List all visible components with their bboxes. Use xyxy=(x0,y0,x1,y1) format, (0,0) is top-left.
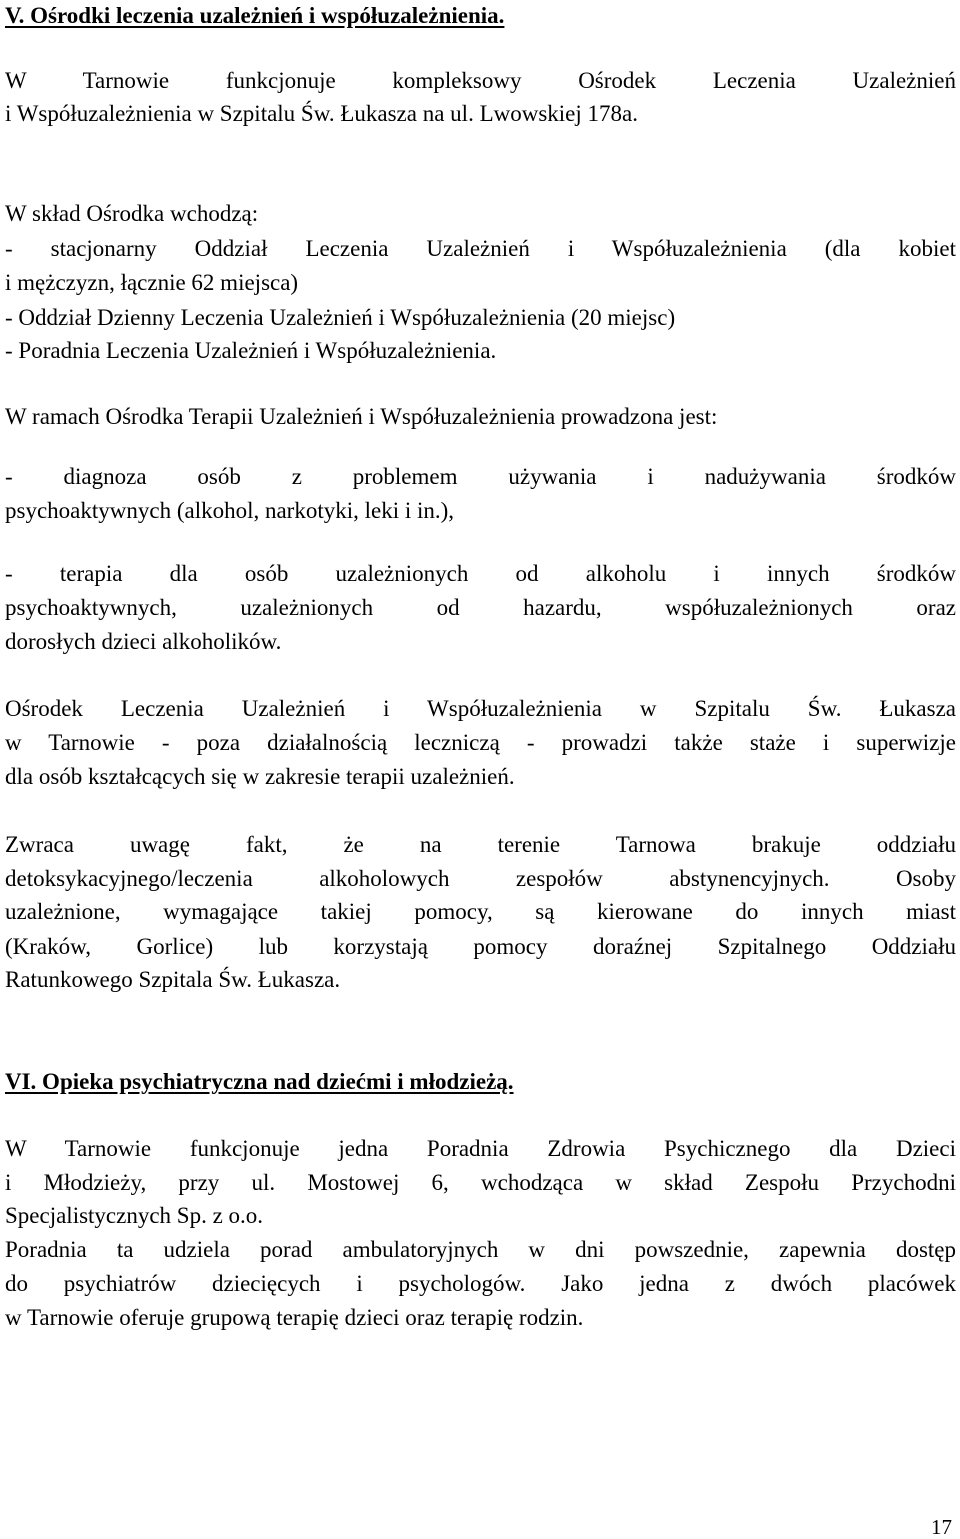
therapy-line-3: dorosłych dzieci alkoholików. xyxy=(5,629,282,654)
training-line-3: dla osób kształcących się w zakresie terapii uzależnień. xyxy=(5,764,515,789)
components-item-2: - Oddział Dzienny Leczenia Uzależnień i Współuzależnienia (20 miejsc) xyxy=(5,305,676,330)
training-line-1: Ośrodek Leczenia Uzależnień i Współuzależnienia w Szpitalu Św. Łukasza xyxy=(5,696,956,721)
remark-line-1: Zwraca uwagę fakt, że na terenie Tarnowa brakuje oddziału xyxy=(5,832,956,857)
therapy-intro: W ramach Ośrodka Terapii Uzależnień i Współuzależnienia prowadzona jest: xyxy=(5,404,718,429)
services-line-3: w Tarnowie oferuje grupową terapię dzieci oraz terapię rodzin. xyxy=(5,1305,584,1330)
diagnosis-line-2: psychoaktywnych (alkohol, narkotyki, leki i in.), xyxy=(5,498,455,523)
services-line-2: do psychiatrów dziecięcych i psychologów. Jako jedna z dwóch placówek xyxy=(5,1271,956,1296)
services-line-1: Poradnia ta udziela porad ambulatoryjnych w dni powszednie, zapewnia dostęp xyxy=(5,1237,956,1262)
remark-line-4: (Kraków, Gorlice) lub korzystają pomocy doraźnej Szpitalnego Oddziału xyxy=(5,934,956,959)
section-vi-heading: VI. Opieka psychiatryczna nad dziećmi i młodzieżą. xyxy=(5,1069,514,1094)
components-item-1-cont: i mężczyzn, łącznie 62 miejsca) xyxy=(5,270,299,295)
remark-line-2: detoksykacyjnego/leczenia alkoholowych zespołów abstynencyjnych. Osoby xyxy=(5,866,956,891)
components-intro: W skład Ośrodka wchodzą: xyxy=(5,201,259,226)
intro-line-2: i Współuzależnienia w Szpitalu Św. Łukasza na ul. Lwowskiej 178a. xyxy=(5,101,638,126)
diagnosis-line-1: - diagnoza osób z problemem używania i nadużywania środków xyxy=(5,464,956,489)
therapy-line-2: psychoaktywnych, uzależnionych od hazardu, współuzależnionych oraz xyxy=(5,595,956,620)
page-number: 17 xyxy=(931,1515,952,1539)
remark-line-5: Ratunkowego Szpitala Św. Łukasza. xyxy=(5,967,341,992)
components-item-3: - Poradnia Leczenia Uzależnień i Współuzależnienia. xyxy=(5,338,497,363)
training-line-2: w Tarnowie - poza działalnością leczniczą - prowadzi także staże i superwizje xyxy=(5,730,956,755)
intro-line-1: W Tarnowie funkcjonuje kompleksowy Ośrodek Leczenia Uzależnień xyxy=(5,68,956,93)
therapy-line-1: - terapia dla osób uzależnionych od alkoholu i innych środków xyxy=(5,561,956,586)
clinic-line-1: W Tarnowie funkcjonuje jedna Poradnia Zdrowia Psychicznego dla Dzieci xyxy=(5,1136,956,1161)
clinic-line-2: i Młodzieży, przy ul. Mostowej 6, wchodząca w skład Zespołu Przychodni xyxy=(5,1170,956,1195)
remark-line-3: uzależnione, wymagające takiej pomocy, są kierowane do innych miast xyxy=(5,899,956,924)
clinic-line-3: Specjalistycznych Sp. z o.o. xyxy=(5,1203,264,1228)
components-item-1: - stacjonarny Oddział Leczenia Uzależnień i Współuzależnienia (dla kobiet xyxy=(5,236,956,261)
section-v-heading: V. Ośrodki leczenia uzależnień i współuzależnienia. xyxy=(5,3,505,28)
